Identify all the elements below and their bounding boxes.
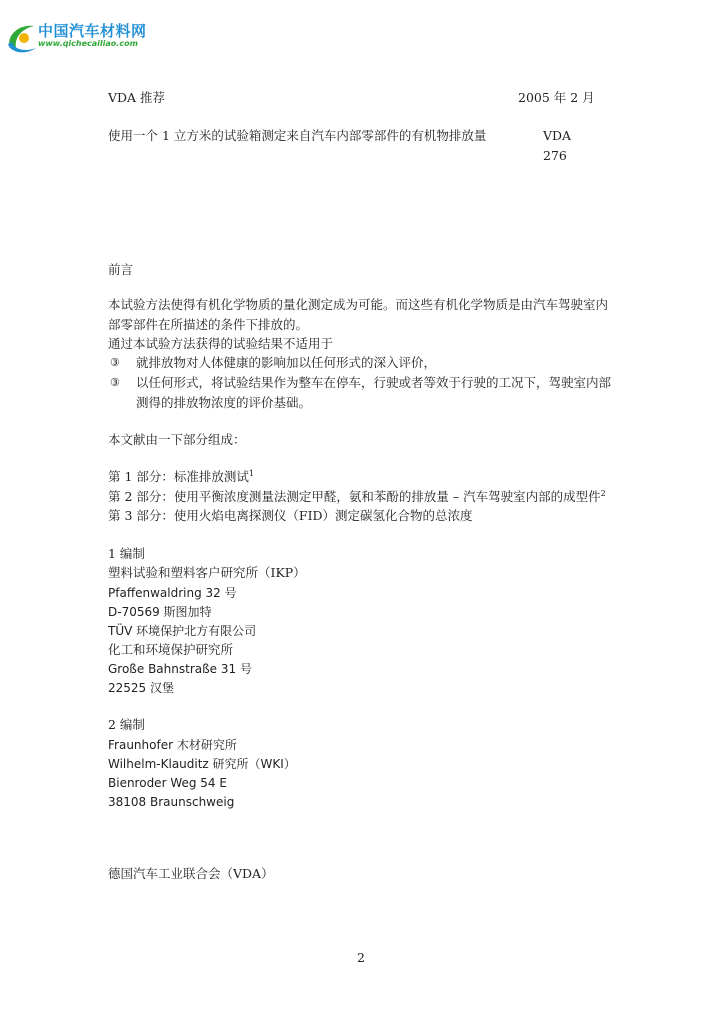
foreword-paragraph-line: 本试验方法使得有机化学物质的量化测定成为可能。而这些有机化学物质是由汽车驾驶室内 <box>108 297 609 312</box>
editor-1-heading: 1 编制 <box>108 546 145 561</box>
editor-1-line: 化工和环境保护研究所 <box>108 642 234 657</box>
editor-2-line: Fraunhofer 木材研究所 <box>108 738 237 752</box>
bullet-item: 以任何形式，将试验结果作为整车在停车，行驶或者等效于行驶的工况下，驾驶室内部 <box>136 375 612 390</box>
footnote-ref: 1 <box>248 469 254 478</box>
document-code-label: VDA <box>543 128 572 143</box>
foreword-heading: 前言 <box>108 262 134 277</box>
footer-organization: 德国汽车工业联合会（VDA） <box>108 866 274 881</box>
part-item: 第 3 部分：使用火焰电离探测仪（FID）测定碳氢化合物的总浓度 <box>108 508 473 523</box>
logo-name: 中国汽车材料网 <box>38 22 147 40</box>
document-code-number: 276 <box>543 148 567 163</box>
part-label: 第 1 部分：标准排放测试 <box>108 469 249 484</box>
logo-url: www.qichecailiao.com <box>38 39 138 48</box>
editor-1-line: Pfaffenwaldring 32 号 <box>108 586 237 600</box>
foreword-paragraph-line: 通过本试验方法获得的试验结果不适用于 <box>108 336 334 351</box>
bullet-item-continuation: 测得的排放物浓度的评价基础。 <box>136 395 312 410</box>
editor-1-line: D-70569 斯图加特 <box>108 605 212 619</box>
part-item <box>108 487 606 507</box>
editor-1-line: Große Bahnstraße 31 号 <box>108 662 252 676</box>
editor-2-heading: 2 编制 <box>108 717 145 732</box>
editor-2-line: Bienroder Weg 54 E <box>108 776 227 790</box>
bullet-item: 就排放物对人体健康的影响加以任何形式的深入评价， <box>136 355 437 370</box>
bullet-marker: ③ <box>110 356 120 369</box>
bullet-marker: ③ <box>110 376 120 389</box>
editor-1-line: 塑料试验和塑料客户研究所（IKP） <box>108 565 306 580</box>
part-item <box>108 467 254 487</box>
parts-intro: 本文献由一下部分组成： <box>108 432 246 447</box>
editor-2-line: 38108 Braunschweig <box>108 795 235 809</box>
part-label: 第 2 部分：使用平衡浓度测量法测定甲醛，氨和苯酚的排放量 – 汽车驾驶室内部的成型件 <box>108 489 601 504</box>
editor-1-line: TÜV 环境保护北方有限公司 <box>108 624 257 638</box>
footnote-ref: 2 <box>600 489 606 498</box>
editor-2-line: Wilhelm-Klauditz 研究所（WKI） <box>108 757 296 771</box>
header-left: VDA 推荐 <box>108 90 166 105</box>
site-logo[interactable] <box>4 18 154 58</box>
foreword-paragraph-line: 部零部件在所描述的条件下排放的。 <box>108 317 309 332</box>
page-number: 2 <box>357 950 365 965</box>
document-title: 使用一个 1 立方米的试验箱测定来自汽车内部零部件的有机物排放量 <box>108 128 487 143</box>
header-date: 2005 年 2 月 <box>518 90 595 105</box>
editor-1-line: 22525 汉堡 <box>108 681 174 695</box>
